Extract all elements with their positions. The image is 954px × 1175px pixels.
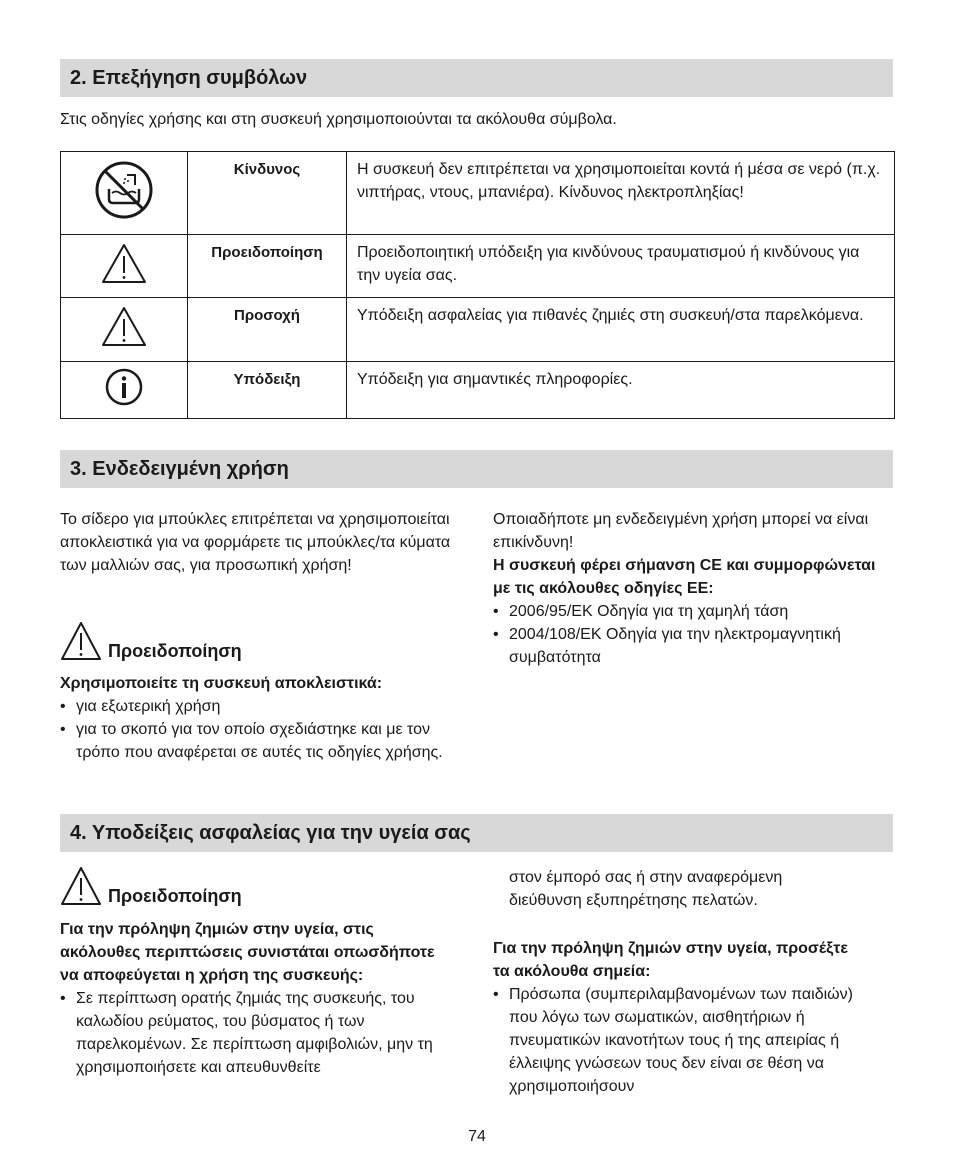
table-row — [61, 362, 895, 419]
health-notes-bold: Για την πρόληψη ζημιών στην υγεία, προσέξτε τα ακόλουθα σημεία: — [493, 940, 848, 980]
continued-paragraph: στον έμπορό σας ή στην αναφερόμενη διεύθυνση εξυπηρέτησης πελατών. — [509, 869, 783, 909]
continued-text — [509, 866, 839, 912]
list-item: • 2006/95/EK Οδηγία για τη χαμηλή τάση — [493, 600, 893, 623]
ce-block — [493, 508, 893, 669]
list-item: • Πρόσωπα (συμπεριλαμβανομένων των παιδιών) που λόγω των σωματικών, αισθητήριων ή πνευματικών ικανοτήτων τους ή της απειρίας ή έλλειψης γνώσεων τους δεν είναι σε θέση να χρησιμοποιήσουν — [493, 983, 853, 1098]
misuse-paragraph: Οποιαδήποτε μη ενδεδειγμένη χρήση μπορεί να είναι επικίνδυνη! — [493, 511, 869, 551]
warning-heading — [60, 866, 360, 910]
warning-bold-text: Χρησιμοποιείτε τη συσκευή αποκλειστικά: — [60, 675, 383, 692]
symbol-name: Προειδοποίηση — [188, 235, 347, 298]
page-number: 74 — [468, 1128, 486, 1145]
symbol-description: Υπόδειξη ασφαλείας για πιθανές ζημιές στη συσκευή/στα παρελκόμενα. — [347, 298, 895, 362]
list-item: • Σε περίπτωση ορατής ζημιάς της συσκευής, του καλωδίου ρεύματος, του βύσματος ή των παρελκομένων. Σε περίπτωση αμφιβολιών, μην τη χρησιμοποιήσετε και απευθυνθείτε — [60, 987, 455, 1079]
symbol-description: Η συσκευή δεν επιτρέπεται να χρησιμοποιείται κοντά ή μέσα σε νερό (π.χ. νιπτήρας, ντους, μπανιέρα). Κίνδυνος ηλεκτροπληξίας! — [347, 152, 895, 235]
symbol-cell — [61, 298, 188, 362]
intended-use-paragraph: Το σίδερο για μπούκλες επιτρέπεται να χρησιμοποιείται αποκλειστικά για να φορμάρετε τις μπούκλες/τα κύματα των μαλλιών σας, για προσωπική χρήση! — [60, 511, 451, 574]
table-row — [61, 298, 895, 362]
symbol-cell — [61, 235, 188, 298]
health-bold-text: Για την πρόληψη ζημιών στην υγεία, στις ακόλουθες περιπτώσεις συνιστάται οπωσδήποτε να αποφεύγεται η χρήση της συσκευής: — [60, 921, 435, 984]
symbol-cell — [61, 362, 188, 419]
section-4-heading: 4. Υποδείξεις ασφαλείας για την υγεία σας — [60, 814, 893, 852]
table-row — [61, 235, 895, 298]
symbol-name: Κίνδυνος — [188, 152, 347, 235]
health-warning-block — [60, 918, 455, 1079]
symbol-name: Προσοχή — [188, 298, 347, 362]
warning-block — [60, 672, 460, 764]
symbols-table — [60, 151, 895, 419]
list-item: • για εξωτερική χρήση — [60, 695, 460, 718]
section-3-heading: 3. Ενδεδειγμένη χρήση — [60, 450, 893, 488]
warning-triangle-icon — [60, 866, 102, 906]
warning-heading — [60, 621, 360, 665]
health-notes-block — [493, 937, 853, 1098]
warning-triangle-icon — [60, 621, 102, 661]
list-item: • για το σκοπό για τον οποίο σχεδιάστηκε και με τον τρόπο που αναφέρεται σε αυτές τις οδηγίες χρήσης. — [60, 718, 460, 764]
health-notes-list — [493, 983, 853, 1098]
symbol-description: Προειδοποιητική υπόδειξη για κινδύνους τραυματισμού ή κινδύνους για την υγεία σας. — [347, 235, 895, 298]
info-circle-icon — [104, 367, 144, 407]
warning-label: Προειδοποίηση — [108, 641, 242, 661]
no-water-bath-icon — [93, 159, 155, 221]
symbol-description: Υπόδειξη για σημαντικές πληροφορίες. — [347, 362, 895, 419]
table-row — [61, 152, 895, 235]
warning-bullet-list — [60, 695, 460, 764]
warning-triangle-icon — [101, 242, 147, 284]
symbol-name: Υπόδειξη — [188, 362, 347, 419]
health-bullet-list — [60, 987, 455, 1079]
ce-bold-text: Η συσκευή φέρει σήμανση CE και συμμορφώνεται με τις ακόλουθες οδηγίες ΕΕ: — [493, 557, 876, 597]
directives-list — [493, 600, 893, 669]
list-item: • 2004/108/EK Οδηγία για την ηλεκτρομαγνητική συμβατότητα — [493, 623, 893, 669]
section-2-heading: 2. Επεξήγηση συμβόλων — [60, 59, 893, 97]
warning-triangle-icon — [101, 305, 147, 347]
section-2-intro: Στις οδηγίες χρήσης και στη συσκευή χρησιμοποιούνται τα ακόλουθα σύμβολα. — [60, 111, 617, 128]
warning-label: Προειδοποίηση — [108, 886, 242, 906]
symbol-cell — [61, 152, 188, 235]
